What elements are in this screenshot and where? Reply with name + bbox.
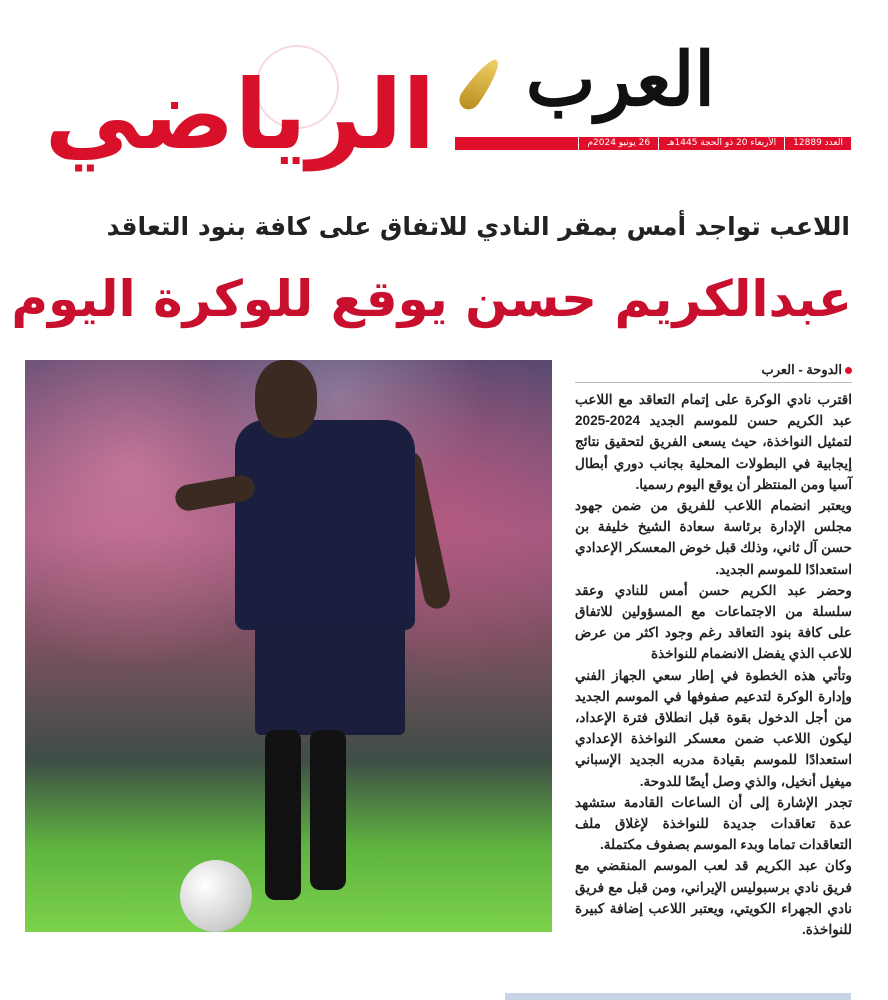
player-head <box>255 360 317 438</box>
paragraph: وتأتي هذه الخطوة في إطار سعي الجهاز الفني وإدارة الوكرة لتدعيم صفوفها في الموسم الجديد من أجل الدخول بقوة قبل انطلاق فترة الإعداد، ليكون اللاعب ضمن معسكر النواخذة الإعدادي استعدادًا للموسم بقيادة مدربه الجديد الإسباني ميغيل أنخيل، والذي وصل أيضًا للدوحة. <box>575 667 852 789</box>
article-photo <box>25 360 552 932</box>
bullet-dot-icon <box>845 367 852 374</box>
player-leg <box>310 730 346 890</box>
next-article-edge <box>505 993 851 1000</box>
issue-number: العدد 12889 <box>784 137 851 150</box>
section-title: الرياضي <box>44 59 436 171</box>
player-leg <box>265 730 301 900</box>
dateline <box>575 362 852 383</box>
article-headline: عبدالكريم حسن يوقع للوكرة اليوم <box>11 270 852 328</box>
player-shirt <box>235 420 415 630</box>
paragraph: وكان عبد الكريم قد لعب الموسم المنقضي مع فريق نادي برسبوليس الإيراني، ومن قبل مع فريق نادي الجهراء الكويتي، ويعتبر اللاعب إضافة كبيرة للنواخذة. <box>575 858 852 938</box>
date-bar <box>455 137 851 150</box>
gregorian-date: 26 يونيو 2024م <box>578 137 658 150</box>
paragraph: ويعتبر انضمام اللاعب للفريق من ضمن جهود مجلس الإدارة برئاسة سعادة الشيخ خليفة بن حسن آل ثاني، وذلك قبل خوض المعسكر الإعدادي استعدادًا للموسم الجديد. <box>575 498 852 577</box>
feather-icon <box>455 55 505 114</box>
paragraph: تجدر الإشارة إلى أن الساعات القادمة ستشهد عدة تعاقدات جديدة للنواخذة لإغلاق ملف التعاقدات تماما وبدء الموسم بصفوف مكتملة. <box>575 794 852 853</box>
article-kicker: اللاعب تواجد أمس بمقر النادي للاتفاق على كافة بنود التعاقد <box>106 212 850 241</box>
article-body <box>575 362 852 940</box>
football-icon <box>180 860 252 932</box>
newspaper-logo: العرب <box>525 38 715 121</box>
hijri-date: الأربعاء 20 ذو الحجة 1445هـ <box>658 137 784 150</box>
paragraph: اقترب نادي الوكرة على إتمام التعاقد مع اللاعب عبد الكريم حسن للموسم الجديد 2024-2025 لتمثيل النواخذة، حيث يسعى الفريق لتحقيق نتائج إيجابية في البطولات المحلية بجانب دوري أبطال آسيا ومن المنتظر أن يوقع اليوم رسميا. <box>575 392 852 492</box>
player-shorts <box>255 625 405 735</box>
dateline-text: الدوحة - العرب <box>761 362 842 377</box>
paragraph: وحضر عبد الكريم حسن أمس للنادي وعقد سلسلة من الاجتماعات مع المسؤولين للاتفاق على كافة بنود التعاقد رغم وجود اكثر من عرض للاعب الذي يفضل الانضمام للنواخذة <box>575 582 852 662</box>
